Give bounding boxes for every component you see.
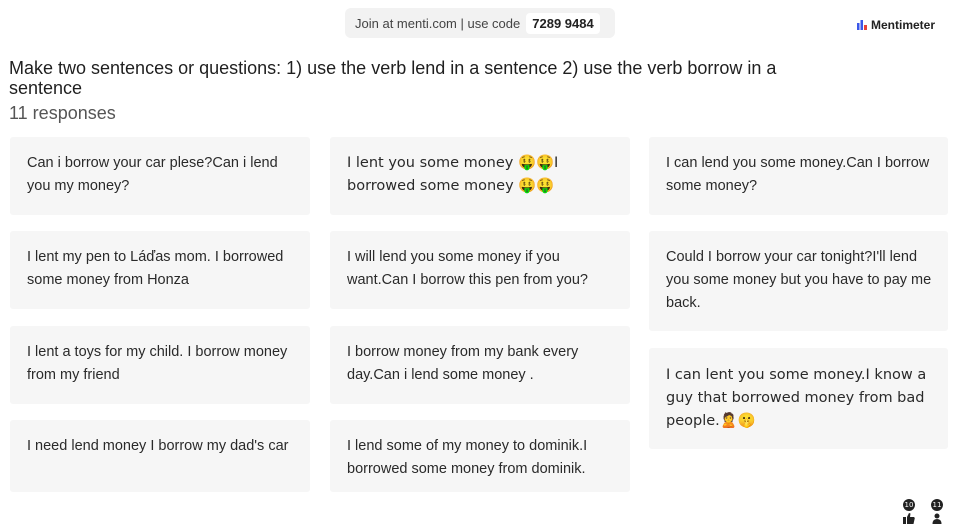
- join-text: Join at menti.com | use code: [355, 15, 521, 31]
- response-card: [649, 137, 948, 215]
- response-card: [330, 326, 630, 404]
- brand-name: Mentimeter: [870, 18, 935, 32]
- join-instructions: [345, 8, 615, 38]
- response-text: I lent a toys for my child. I borrow money from my friend: [27, 344, 288, 383]
- question-title: Make two sentences or questions: 1) use the verb lend in a sentence 2) use the verb borrow in a sentence: [9, 58, 777, 98]
- response-text: Can i borrow your car plese?Can i lend you my money?: [27, 155, 278, 194]
- response-text: Could I borrow your car tonight?I'll lend you some money but you have to pay me back.: [666, 249, 932, 311]
- response-text: I lent my pen to Láďas mom. I borrowed some money from Honza: [27, 249, 284, 288]
- response-text: I can lent you some money.I know a guy that borrowed money from bad people.🙎🤫: [666, 367, 927, 429]
- response-card: [10, 326, 310, 404]
- response-card: [330, 420, 630, 492]
- response-text: I lent you some money 🤑🤑I borrowed some money 🤑🤑: [347, 155, 559, 194]
- join-code: 7289 9484: [526, 13, 599, 34]
- response-text: I need lend money I borrow my dad's car: [27, 438, 289, 454]
- response-card: [10, 137, 310, 215]
- participants-indicator[interactable]: [931, 499, 943, 524]
- mentimeter-logo-icon: [857, 20, 867, 30]
- response-count: 11 responses: [9, 103, 116, 123]
- thumbs-up-icon: [903, 513, 915, 524]
- response-card: [649, 348, 948, 449]
- response-text: I lend some of my money to dominik.I borrowed some money from dominik.: [347, 438, 588, 477]
- reactions-count-badge: 10: [904, 501, 914, 509]
- response-card: [649, 231, 948, 331]
- response-card: [10, 420, 310, 492]
- participants-count-badge: 11: [932, 501, 942, 509]
- response-card: [330, 231, 630, 309]
- reactions-indicator[interactable]: [903, 499, 915, 524]
- response-text: I borrow money from my bank every day.Can i lend some money .: [347, 344, 579, 383]
- brand-logo: [857, 18, 935, 32]
- response-card: [10, 231, 310, 309]
- person-icon: [932, 513, 942, 524]
- response-text: I can lend you some money.Can I borrow some money?: [666, 155, 930, 194]
- audience-stats: [903, 499, 943, 524]
- response-text: I will lend you some money if you want.Can I borrow this pen from you?: [347, 249, 588, 288]
- response-card: [330, 137, 630, 215]
